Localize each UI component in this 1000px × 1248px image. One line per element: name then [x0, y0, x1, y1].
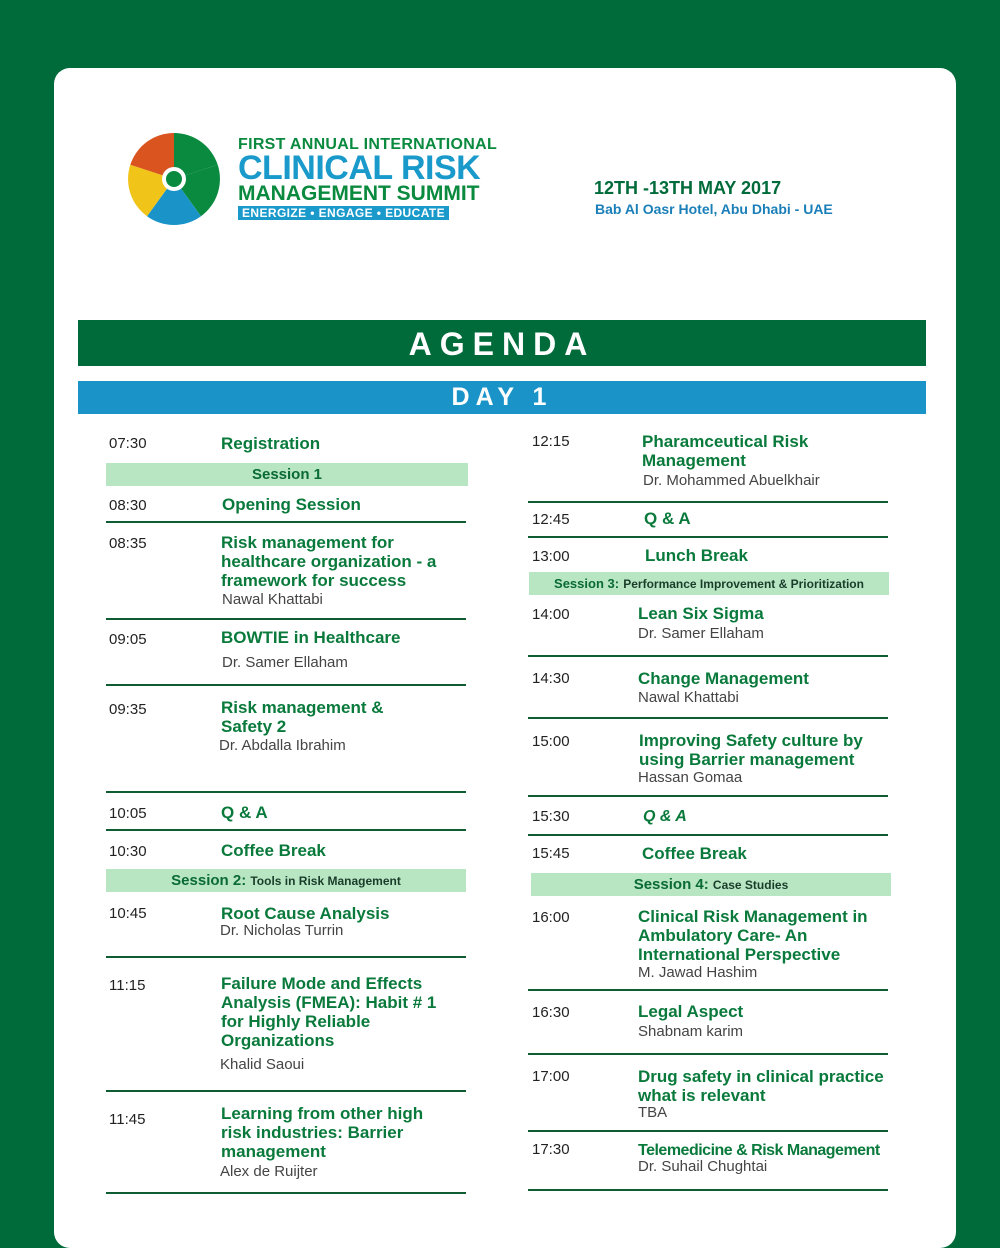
divider: [106, 956, 466, 958]
agenda-banner: [78, 320, 926, 366]
left-speaker-3: Nawal Khattabi: [222, 591, 323, 608]
day-banner: [78, 381, 926, 414]
divider: [106, 829, 466, 831]
agenda-title: AGENDA: [408, 326, 596, 362]
left-title-10: Learning from other high risk industries: Barrier management: [221, 1104, 424, 1161]
divider: [528, 501, 888, 503]
right-title-4: Lean Six Sigma: [638, 604, 764, 623]
right-speaker-12: Dr. Suhail Chughtai: [638, 1158, 768, 1175]
event-dates: 12TH -13TH MAY 2017: [594, 178, 782, 198]
right-speaker-1: Dr. Mohammed Abuelkhair: [643, 472, 820, 489]
session-2-header: [106, 869, 466, 892]
session-2-subtitle: Tools in Risk Management: [250, 874, 401, 888]
divider: [528, 989, 888, 991]
divider: [528, 795, 888, 797]
right-title-2: Q & A: [644, 509, 691, 528]
left-time-5: 09:35: [109, 701, 147, 718]
left-speaker-10: Alex de Ruijter: [220, 1163, 318, 1180]
left-title-7: Coffee Break: [221, 841, 326, 860]
right-time-3: 13:00: [532, 548, 570, 565]
session-3-subtitle: Performance Improvement & Prioritization: [623, 577, 864, 591]
brand-line-1: FIRST ANNUAL INTERNATIONAL: [238, 136, 498, 153]
session-4-label: Session 4:: [633, 876, 709, 893]
right-title-6: Improving Safety culture by using Barrier management: [639, 731, 863, 769]
right-title-12: Telemedicine & Risk Management: [638, 1142, 880, 1159]
right-title-9: Clinical Risk Management in Ambulatory Care- An International Perspective: [638, 907, 868, 964]
left-title-5: Risk management & Safety 2: [221, 698, 384, 736]
divider: [106, 791, 466, 793]
left-speaker-5: Dr. Abdalla Ibrahim: [219, 737, 346, 754]
left-time-8: 10:45: [109, 905, 147, 922]
right-speaker-4: Dr. Samer Ellaham: [638, 625, 764, 642]
right-time-8: 15:45: [532, 845, 570, 862]
right-speaker-6: Hassan Gomaa: [638, 769, 743, 786]
divider: [528, 1130, 888, 1132]
left-time-4: 09:05: [109, 631, 147, 648]
session-4-subtitle: Case Studies: [712, 878, 789, 892]
session-1-header: [106, 463, 468, 486]
right-speaker-11: TBA: [638, 1104, 668, 1121]
divider: [106, 521, 466, 523]
summit-brand: [238, 136, 523, 222]
right-time-9: 16:00: [532, 909, 570, 926]
right-time-12: 17:30: [532, 1141, 570, 1158]
left-time-9: 11:15: [109, 977, 146, 994]
brand-line-2: CLINICAL RISK: [238, 149, 481, 187]
left-time-3: 08:35: [109, 535, 147, 552]
right-speaker-10: Shabnam karim: [638, 1023, 744, 1040]
right-time-11: 17:00: [532, 1068, 570, 1085]
session-3-label: Session 3:: [554, 576, 620, 591]
right-speaker-9: M. Jawad Hashim: [638, 964, 758, 981]
right-title-11: Drug safety in clinical practice what is relevant: [638, 1067, 884, 1105]
session-2-label: Session 2:: [171, 872, 247, 889]
brand-line-3: MANAGEMENT SUMMIT: [238, 182, 480, 205]
left-time-10: 11:45: [109, 1111, 146, 1128]
right-title-10: Legal Aspect: [638, 1002, 744, 1021]
right-speaker-5: Nawal Khattabi: [638, 689, 739, 706]
divider: [106, 1090, 466, 1092]
brand-tagline: ENERGIZE • ENGAGE • EDUCATE: [238, 206, 449, 220]
right-title-8: Coffee Break: [642, 844, 747, 863]
right-time-7: 15:30: [532, 808, 570, 825]
left-title-8: Root Cause Analysis: [221, 904, 390, 923]
left-title-3: Risk management for healthcare organization - a framework for success: [221, 533, 437, 590]
divider: [528, 655, 888, 657]
summit-logo-gear: [124, 129, 224, 229]
divider: [528, 1053, 888, 1055]
divider: [106, 684, 466, 686]
left-speaker-8: Dr. Nicholas Turrin: [220, 922, 344, 939]
divider: [528, 1189, 888, 1191]
right-title-1: Pharamceutical Risk Management: [642, 432, 809, 470]
divider: [528, 834, 888, 836]
right-time-6: 15:00: [532, 733, 570, 750]
right-title-3: Lunch Break: [645, 546, 748, 565]
right-time-10: 16:30: [532, 1004, 570, 1021]
left-title-2: Opening Session: [222, 495, 361, 514]
left-time-1: 07:30: [109, 435, 147, 452]
right-time-2: 12:45: [532, 511, 570, 528]
left-title-6: Q & A: [221, 803, 268, 822]
left-time-7: 10:30: [109, 843, 147, 860]
left-title-1: Registration: [221, 434, 321, 453]
left-speaker-4: Dr. Samer Ellaham: [222, 654, 348, 671]
right-title-5: Change Management: [638, 669, 809, 688]
left-speaker-9: Khalid Saoui: [220, 1056, 305, 1073]
left-title-9: Failure Mode and Effects Analysis (FMEA): Habit # 1 for Highly Reliable Organizations: [221, 974, 437, 1050]
session-4-header: [531, 873, 891, 896]
day-title: DAY 1: [451, 383, 553, 411]
left-title-4: BOWTIE in Healthcare: [221, 628, 401, 647]
session-1-label: Session 1: [251, 466, 323, 483]
left-time-2: 08:30: [109, 497, 147, 514]
right-time-1: 12:15: [532, 433, 570, 450]
left-time-6: 10:05: [109, 805, 147, 822]
right-time-4: 14:00: [532, 606, 570, 623]
right-title-7: Q & A: [643, 808, 687, 825]
divider: [528, 717, 888, 719]
session-3-header: [529, 572, 889, 595]
right-time-5: 14:30: [532, 670, 570, 687]
divider: [106, 1192, 466, 1194]
event-venue: Bab Al Oasr Hotel, Abu Dhabi - UAE: [595, 201, 833, 217]
divider: [528, 536, 888, 538]
divider: [106, 618, 466, 620]
